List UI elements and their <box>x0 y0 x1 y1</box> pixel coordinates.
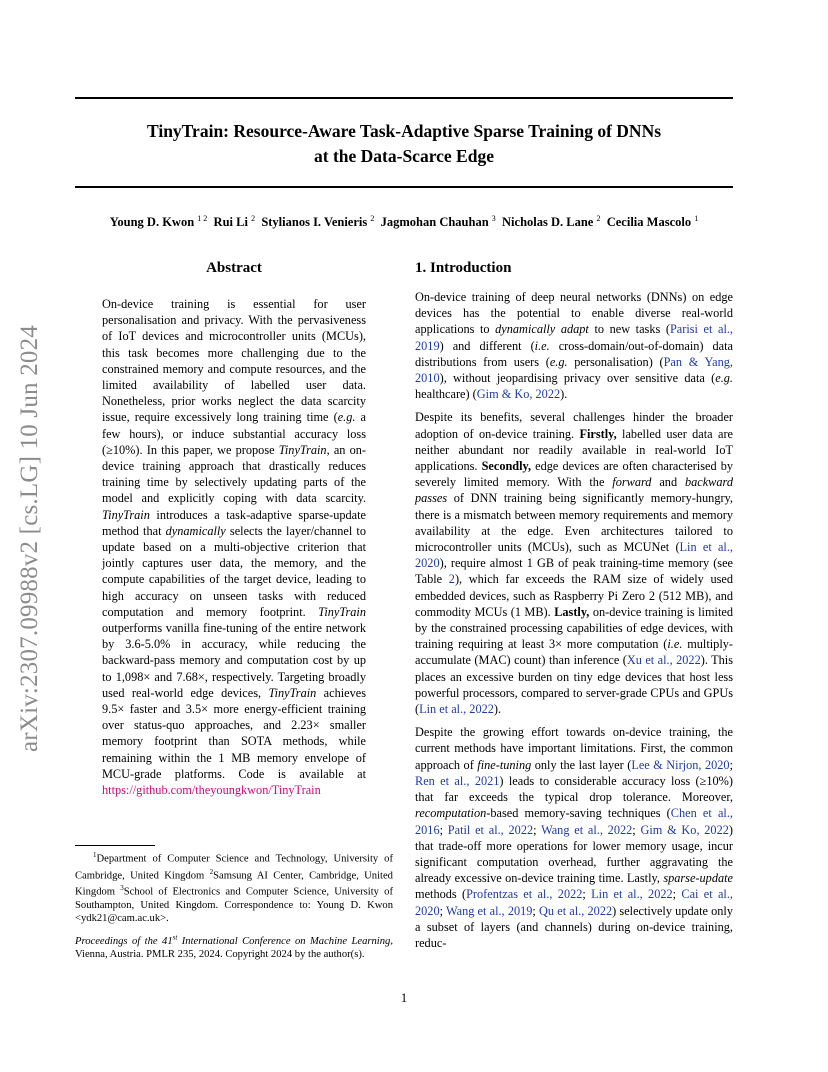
author-name: Nicholas D. Lane <box>502 215 594 230</box>
author-name: Rui Li <box>213 215 248 230</box>
citation-link[interactable]: Ren et al., 2021 <box>415 773 500 788</box>
title-rule-top <box>75 97 733 99</box>
author-affiliation: 3 <box>491 214 496 223</box>
citation-link[interactable]: Xu et al., 2022 <box>626 653 701 668</box>
title-line-2: at the Data-Scarce Edge <box>314 146 494 166</box>
table-reference-link[interactable]: 2 <box>448 572 455 587</box>
paper-title <box>75 119 733 169</box>
citation-link[interactable]: Profentzas et al., 2022 <box>466 887 583 902</box>
code-link[interactable]: https://github.com/theyoungkwon/TinyTrain <box>102 783 321 798</box>
title-rule-bottom <box>75 186 733 188</box>
citation-link[interactable]: Cai et al., 2020 <box>415 887 733 918</box>
author-name: Jagmohan Chauhan <box>380 215 489 230</box>
citation-link[interactable]: Lee & Nirjon, 2020 <box>631 757 730 772</box>
citation-link[interactable]: Parisi et al., 2019 <box>415 322 734 353</box>
author-affiliation: 1 <box>694 214 699 223</box>
affiliation-footnote: $^1$Department of Computer Science and Technology, University of Cambridge, United Kingdom $^2$Samsung AI Center, Cambridge, United Kingdom $^3$School of Electronics and Computer Science, University of Southampton, United Kingdom. Correspondence to: Young D. Kwon <ydk21@cam.ac.uk>. <box>75 851 394 925</box>
page-number: 1 <box>400 991 408 1005</box>
citation-link[interactable]: Chen et al., 2016 <box>415 806 733 837</box>
footnote-rule <box>75 845 155 846</box>
section-heading-introduction: 1. Introduction <box>415 260 512 276</box>
citation-link[interactable]: Wang et al., 2019 <box>445 903 533 918</box>
citation-link[interactable]: Qu et al., 2022 <box>539 903 613 918</box>
author-name: Stylianos I. Venieris <box>261 215 368 230</box>
intro-paragraph: On-device training of deep neural networks (DNNs) on edge devices has the potential to enable diverse real-world applications to dynamically adapt to new tasks (Parisi et al., 2019) and different (i.e. cross-domain/out-of-domain) data distributions from users (e.g. personalisation) (Pan & Yang, 2010), without jeopardising privacy over sensitive data (e.g. healthcare) (Gim & Ko, 2022). <box>415 290 734 402</box>
author-name: Cecilia Mascolo <box>606 215 692 230</box>
author-affiliation: 2 <box>251 214 256 223</box>
citation-link[interactable]: Gim & Ko, 2022 <box>640 822 729 837</box>
citation-link[interactable]: Lin et al., 2022 <box>419 702 494 717</box>
proceedings-note: Proceedings of the 41st International Conference on Machine Learning, Vienna, Austria. PMLR 235, 2024. Copyright 2024 by the author(s). <box>75 933 393 960</box>
intro-paragraph: Despite the growing effort towards on-device training, the current methods have important limitations. First, the common approach of fine-tuning only the last layer (Lee & Nirjon, 2020; Ren et al., 2021) leads to considerable accuracy loss (≥10%) that far exceeds the typical drop tolerance. Moreover, recomputation-based memory-saving techniques (Chen et al., 2016; Patil et al., 2022; Wang et al., 2022; Gim & Ko, 2022) that trade-off more operations for lower memory usage, incur significant computation overhead, further aggravating the already excessive on-device training time. Lastly, sparse-update methods (Profentzas et al., 2022; Lin et al., 2022; Cai et al., 2020; Wang et al., 2019; Qu et al., 2022) selectively update only a subset of layers (and channels) during on-device training, reduc- <box>415 725 733 950</box>
author-name: Young D. Kwon <box>109 215 195 230</box>
author-affiliation: 2 <box>370 214 375 223</box>
author-affiliation: 2 <box>596 214 601 223</box>
author-list <box>60 214 748 230</box>
citation-link[interactable]: Lin et al., 2020 <box>415 540 733 571</box>
citation-link[interactable]: Gim & Ko, 2022 <box>476 387 561 402</box>
citation-link[interactable]: Patil et al., 2022 <box>447 822 534 837</box>
citation-link[interactable]: Wang et al., 2022 <box>541 822 633 837</box>
citation-link[interactable]: Lin et al., 2022 <box>591 887 673 902</box>
arxiv-identifier: arXiv:2307.09988v2 [cs.LG] 10 Jun 2024 <box>16 325 43 752</box>
abstract-heading: Abstract <box>206 260 262 276</box>
citation-link[interactable]: Pan & Yang, 2010 <box>415 354 733 386</box>
title-line-1: TinyTrain: Resource-Aware Task-Adaptive Sparse Training of DNNs <box>146 121 662 141</box>
intro-paragraph: Despite its benefits, several challenges hinder the broader adoption of on-device training. Firstly, labelled user data are neither abundant nor readily available in real-world IoT applications. Secondly, edge devices are often characterised by severely limited memory. With the forward and backward passes of DNN training being significantly memory-hungry, there is a mismatch between memory requirements and memory availability at the edge. Even architectures tailored to microcontroller units (MCUs), such as MCUNet (Lin et al., 2020), require almost 1 GB of peak training-time memory (see Table 2), which far exceeds the RAM size of widely used embedded devices, such as Raspberry Pi Zero 2 (512 MB), and commodity MCUs (1 MB). Lastly, on-device training is limited by the constrained processing capabilities of edge devices, with training requiring at least 3× more computation (i.e. multiply-accumulate (MAC) count) than inference (Xu et al., 2022). This places an excessive burden on tiny edge devices that host less powerful processors, compared to server-grade CPUs and GPUs (Lin et al., 2022). <box>415 410 733 717</box>
introduction-body <box>415 289 733 958</box>
abstract-body: On-device training is essential for user personalisation and privacy. With the pervasiveness of IoT devices and microcontroller units (MCUs), this task becomes more challenging due to the constrained memory and compute resources, and the limited availability of labelled user data. Nonetheless, prior works neglect the data scarcity issue, require excessively long training time (e.g. a few hours), or induce substantial accuracy loss (≥10%). In this paper, we propose TinyTrain, an on-device training approach that drastically reduces training time by selectively updating parts of the model and explicitly coping with data scarcity. TinyTrain introduces a task-adaptive sparse-update method that dynamically selects the layer/channel to update based on a multi-objective criterion that jointly captures user data, the memory, and the compute capabilities of the target device, leading to high accuracy on unseen tasks with reduced computation and memory footprint. TinyTrain outperforms vanilla fine-tuning of the entire network by 3.6-5.0% in accuracy, while reducing the backward-pass memory and computation cost by up to 1,098× and 7.68×, respectively. Targeting broadly used real-world edge devices, TinyTrain achieves 9.5× faster and 3.5× more energy-efficient training over status-quo approaches, and 2.23× smaller memory footprint than SOTA methods, while remaining within the 1 MB memory envelope of MCU-grade platforms. Code is available at https://github.com/theyoungkwon/TinyTrain <box>102 297 366 798</box>
author-affiliation: 1 2 <box>197 214 208 223</box>
